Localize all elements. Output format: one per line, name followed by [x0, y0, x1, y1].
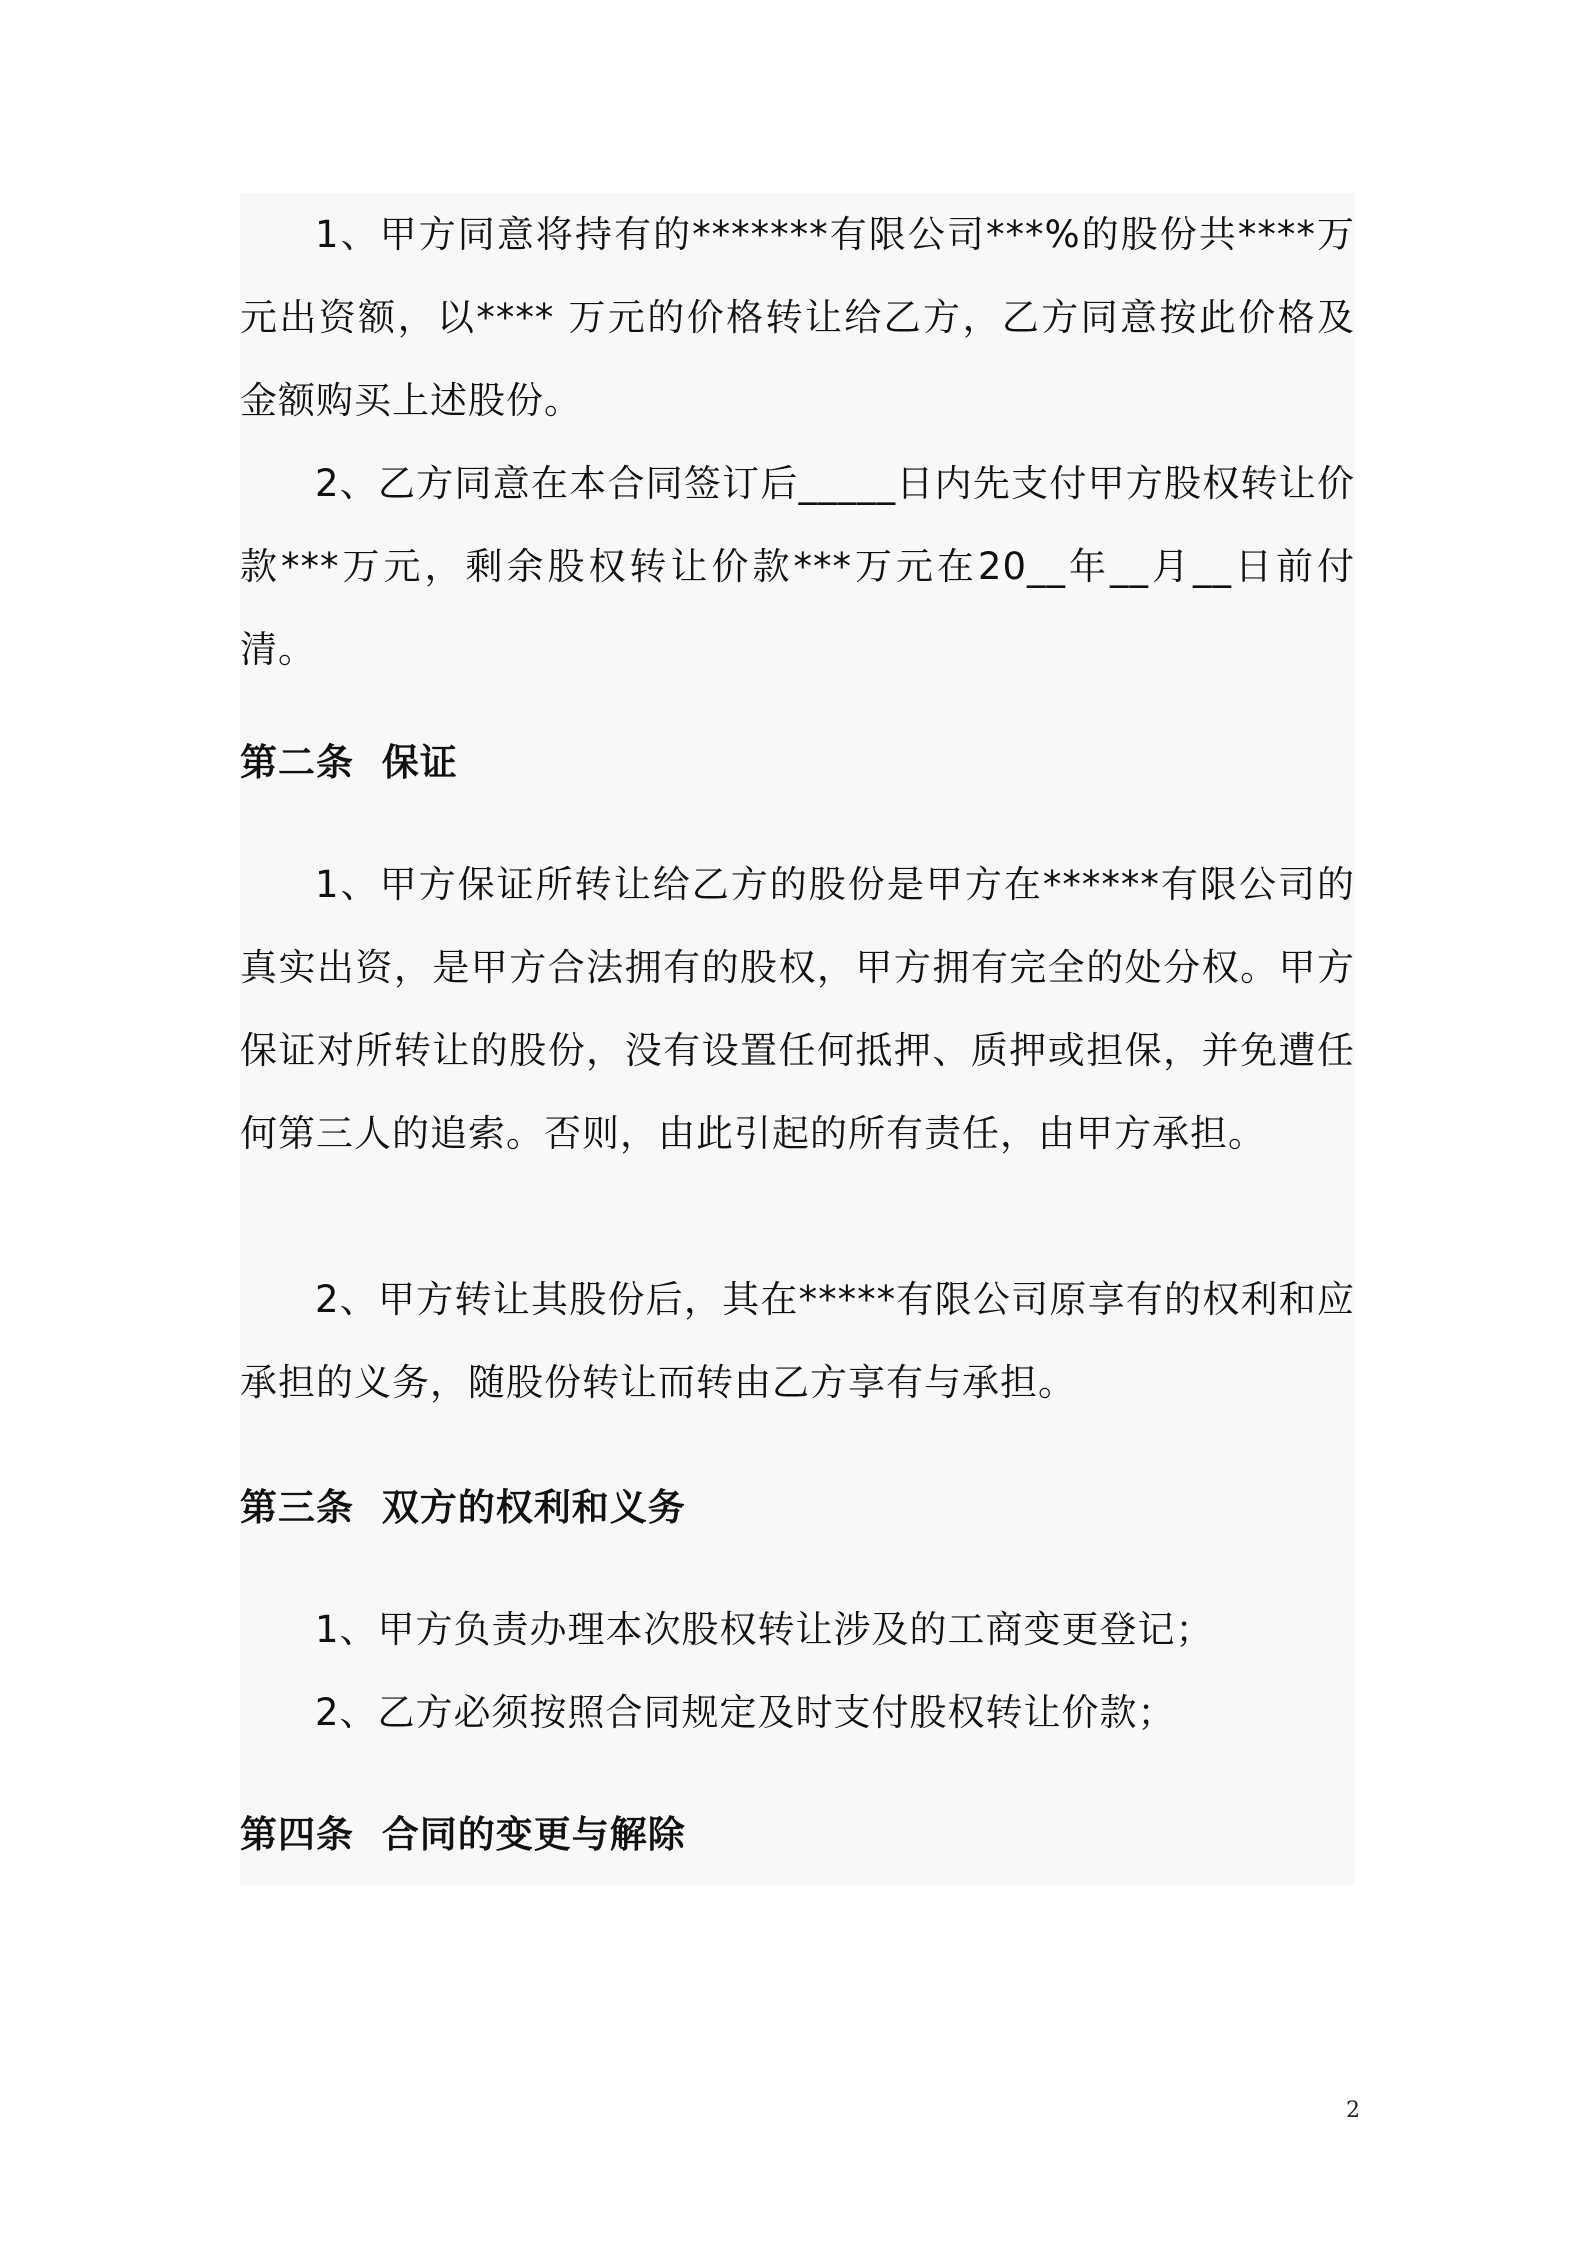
clause-2-item-1: 1、甲方保证所转让给乙方的股份是甲方在******有限公司的真实出资，是甲方合法拥有的股权，甲方拥有完全的处分权。甲方保证对所转让的股份，没有设置任何抵押、质押或担保，并免遭任何第三人的追索。否则，由此引起的所有责任，由甲方承担。	[240, 863, 1355, 1155]
clause-2-heading: 第二条 保证	[240, 741, 458, 784]
document-body	[240, 193, 1355, 1885]
clause-1-item-1: 1、甲方同意将持有的*******有限公司***%的股份共****万元出资额，以**** 万元的价格转让给乙方，乙方同意按此价格及金额购买上述股份。	[240, 213, 1355, 422]
clause-1-item-2: 2、乙方同意在本合同签订后_____日内先支付甲方股权转让价款***万元，剩余股权转让价款***万元在20__年__月__日前付清。	[240, 462, 1355, 671]
clause-3-heading: 第三条 双方的权利和义务	[240, 1486, 686, 1529]
page-number: 2	[1346, 2098, 1360, 2123]
clause-3-item-1: 1、甲方负责办理本次股权转让涉及的工商变更登记；	[315, 1608, 1214, 1651]
clause-4-heading: 第四条 合同的变更与解除	[240, 1813, 686, 1856]
clause-3-item-2: 2、乙方必须按照合同规定及时支付股权转让价款；	[315, 1691, 1176, 1734]
clause-2-item-2: 2、甲方转让其股份后，其在*****有限公司原享有的权利和应承担的义务，随股份转让而转由乙方享有与承担。	[240, 1278, 1355, 1404]
